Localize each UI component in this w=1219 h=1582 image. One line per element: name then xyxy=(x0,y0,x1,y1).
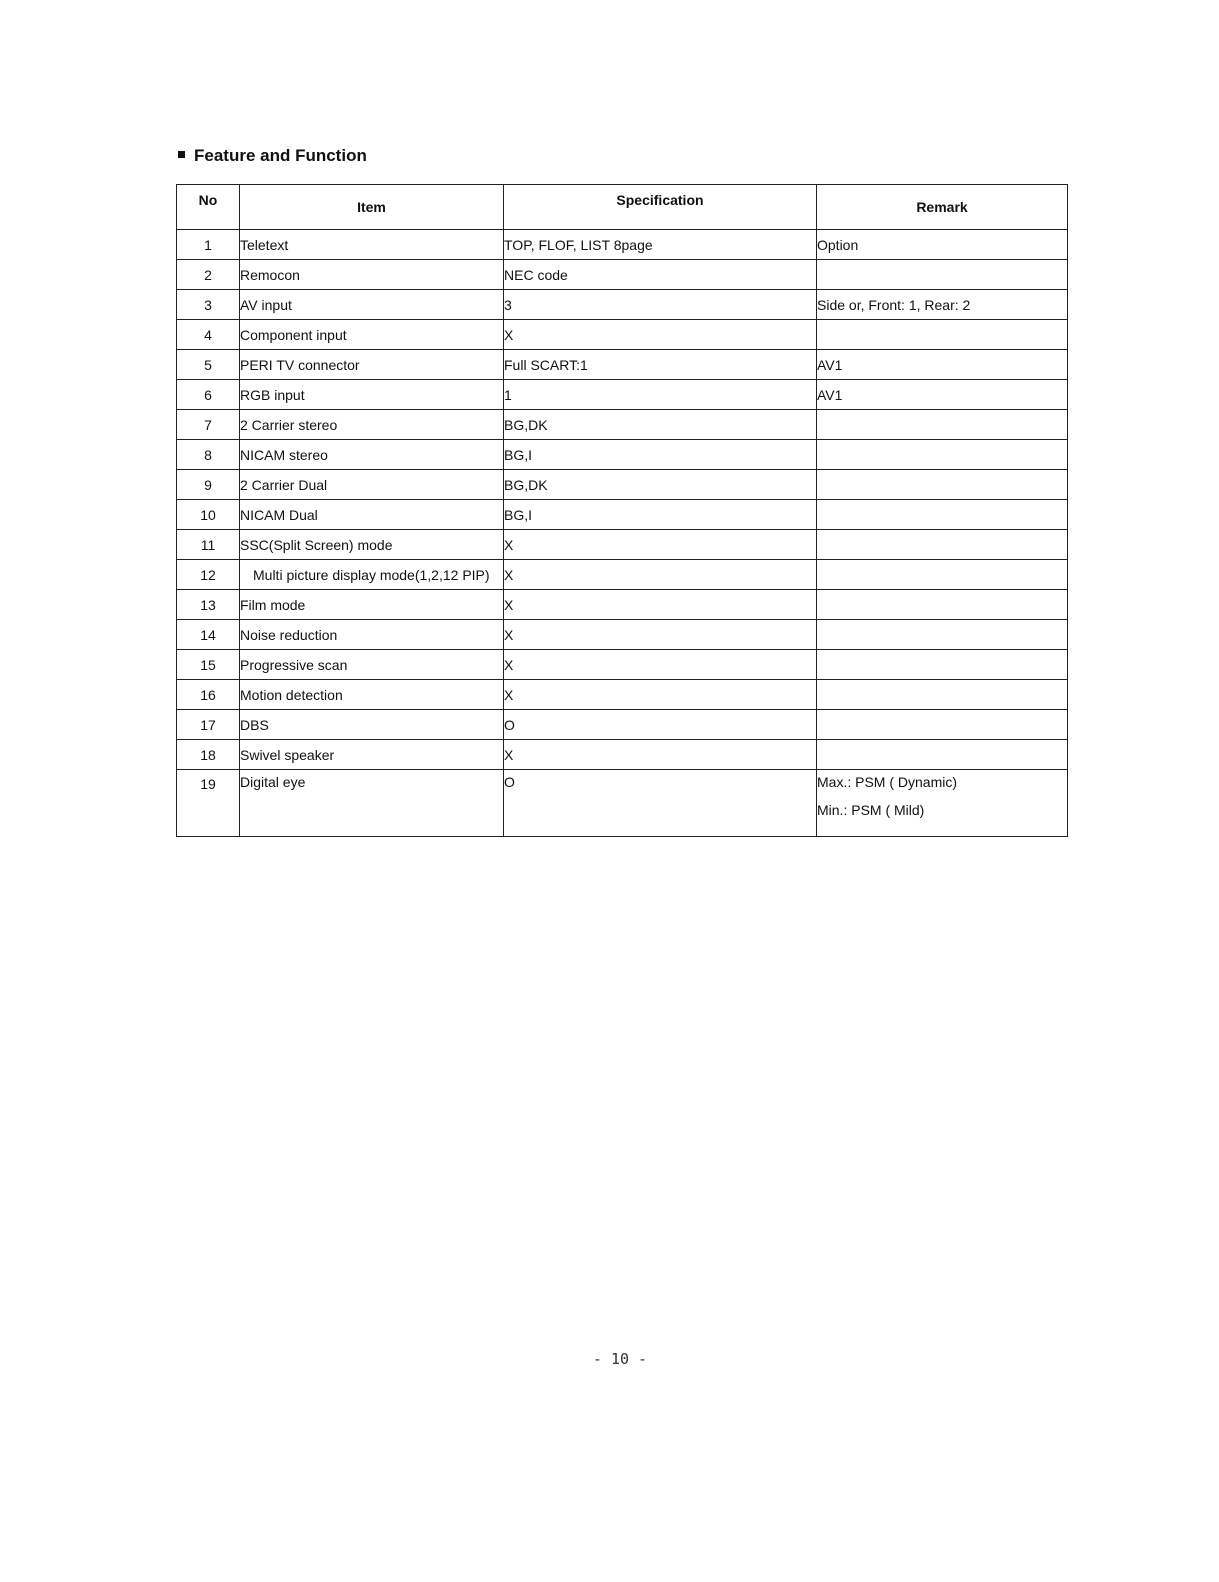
header-no: No xyxy=(177,185,240,230)
table-row xyxy=(177,710,1068,740)
row-remark xyxy=(817,620,1068,650)
row-remark xyxy=(817,680,1068,710)
row-spec: O xyxy=(504,770,817,837)
row-no: 2 xyxy=(177,260,240,290)
table-row xyxy=(177,350,1068,380)
row-no: 10 xyxy=(177,500,240,530)
row-item: Remocon xyxy=(240,260,504,290)
row-no: 1 xyxy=(177,230,240,260)
row-item: NICAM Dual xyxy=(240,500,504,530)
row-item: 2 Carrier Dual xyxy=(240,470,504,500)
row-no: 18 xyxy=(177,740,240,770)
row-remark xyxy=(817,260,1068,290)
row-item: Film mode xyxy=(240,590,504,620)
row-no: 16 xyxy=(177,680,240,710)
row-spec: BG,I xyxy=(504,500,817,530)
row-item: Teletext xyxy=(240,230,504,260)
row-spec: BG,DK xyxy=(504,410,817,440)
table-row xyxy=(177,320,1068,350)
row-remark: Option xyxy=(817,230,1068,260)
table-row xyxy=(177,440,1068,470)
header-specification: Specification xyxy=(504,185,817,230)
table-row xyxy=(177,470,1068,500)
row-item: DBS xyxy=(240,710,504,740)
table-row xyxy=(177,290,1068,320)
row-spec: 1 xyxy=(504,380,817,410)
table-row xyxy=(177,380,1068,410)
row-no: 7 xyxy=(177,410,240,440)
row-item: Motion detection xyxy=(240,680,504,710)
table-row xyxy=(177,260,1068,290)
row-item: AV input xyxy=(240,290,504,320)
header-remark: Remark xyxy=(817,185,1068,230)
row-spec: O xyxy=(504,710,817,740)
row-item: NICAM stereo xyxy=(240,440,504,470)
row-no: 4 xyxy=(177,320,240,350)
remark-line-max: Max.: PSM ( Dynamic) xyxy=(817,774,958,790)
row-spec: X xyxy=(504,560,817,590)
table-header-row xyxy=(177,185,1068,230)
row-item: RGB input xyxy=(240,380,504,410)
row-remark xyxy=(817,740,1068,770)
row-no: 9 xyxy=(177,470,240,500)
row-spec: X xyxy=(504,650,817,680)
section-heading xyxy=(178,146,367,166)
row-no: 13 xyxy=(177,590,240,620)
row-item: Noise reduction xyxy=(240,620,504,650)
row-no: 15 xyxy=(177,650,240,680)
page-number: - 10 - xyxy=(592,1350,648,1368)
row-item: PERI TV connector xyxy=(240,350,504,380)
header-item: Item xyxy=(240,185,504,230)
remark-line-min: Min.: PSM ( Mild) xyxy=(817,802,925,818)
table-row xyxy=(177,500,1068,530)
row-remark: AV1 xyxy=(817,380,1068,410)
row-spec: X xyxy=(504,530,817,560)
row-remark xyxy=(817,530,1068,560)
row-remark xyxy=(817,560,1068,590)
row-spec: 3 xyxy=(504,290,817,320)
row-item: Component input xyxy=(240,320,504,350)
row-remark xyxy=(817,320,1068,350)
row-item: 2 Carrier stereo xyxy=(240,410,504,440)
row-no: 8 xyxy=(177,440,240,470)
row-remark xyxy=(817,410,1068,440)
row-remark xyxy=(817,650,1068,680)
row-remark xyxy=(817,710,1068,740)
row-remark xyxy=(817,440,1068,470)
row-remark xyxy=(817,470,1068,500)
table-row xyxy=(177,560,1068,590)
row-spec: X xyxy=(504,620,817,650)
row-item: Multi picture display mode(1,2,12 PIP) xyxy=(240,560,504,590)
row-no: 5 xyxy=(177,350,240,380)
row-spec: TOP, FLOF, LIST 8page xyxy=(504,230,817,260)
row-spec: X xyxy=(504,680,817,710)
table-row xyxy=(177,770,1068,837)
row-item: SSC(Split Screen) mode xyxy=(240,530,504,560)
row-remark xyxy=(817,770,1068,837)
row-no: 6 xyxy=(177,380,240,410)
row-spec: X xyxy=(504,320,817,350)
row-remark xyxy=(817,590,1068,620)
row-item: Swivel speaker xyxy=(240,740,504,770)
row-spec: Full SCART:1 xyxy=(504,350,817,380)
row-remark: AV1 xyxy=(817,350,1068,380)
section-title: Feature and Function xyxy=(194,146,367,165)
row-spec: X xyxy=(504,590,817,620)
table-row xyxy=(177,590,1068,620)
table-row xyxy=(177,740,1068,770)
square-bullet-icon xyxy=(178,151,185,158)
row-no: 11 xyxy=(177,530,240,560)
feature-table xyxy=(176,184,1068,837)
row-no: 14 xyxy=(177,620,240,650)
row-spec: X xyxy=(504,740,817,770)
row-spec: BG,I xyxy=(504,440,817,470)
table-row xyxy=(177,680,1068,710)
table-row xyxy=(177,410,1068,440)
table-row xyxy=(177,650,1068,680)
row-no: 19 xyxy=(177,770,240,837)
table-row xyxy=(177,620,1068,650)
row-no: 3 xyxy=(177,290,240,320)
row-item: Progressive scan xyxy=(240,650,504,680)
row-no: 12 xyxy=(177,560,240,590)
row-item: Digital eye xyxy=(240,770,504,837)
row-remark xyxy=(817,500,1068,530)
row-remark: Side or, Front: 1, Rear: 2 xyxy=(817,290,1068,320)
table-row xyxy=(177,230,1068,260)
row-no: 17 xyxy=(177,710,240,740)
row-spec: NEC code xyxy=(504,260,817,290)
row-spec: BG,DK xyxy=(504,470,817,500)
table-row xyxy=(177,530,1068,560)
